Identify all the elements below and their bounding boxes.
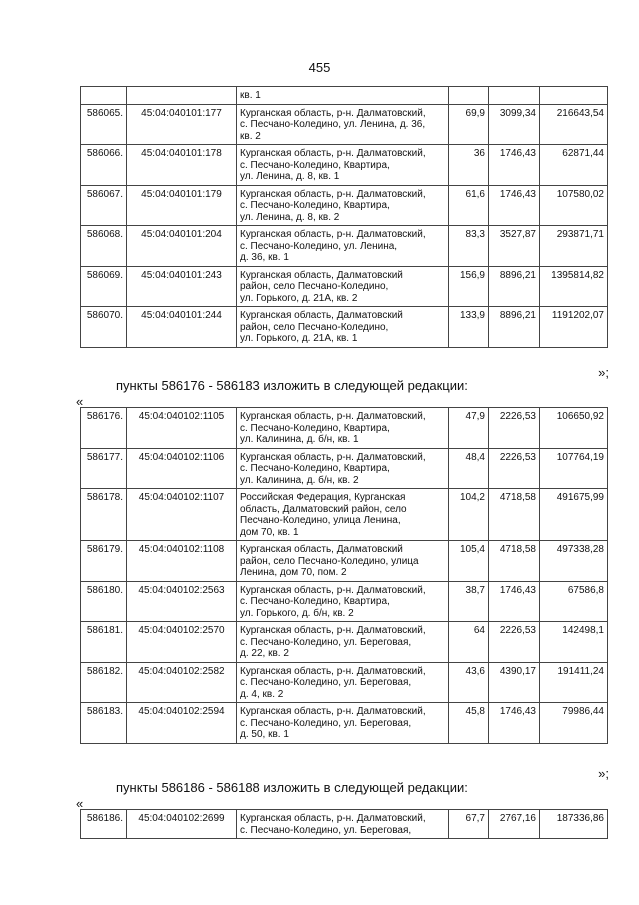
cadastral-value-cell: 79986,44 [540, 703, 608, 744]
opening-quote-1: « [76, 394, 84, 409]
area-cell: 83,3 [449, 226, 489, 267]
address-line: Российская Федерация, Курганская [240, 492, 406, 503]
item-number-cell: 586179. [81, 541, 127, 582]
rate-cell: 2226,53 [489, 622, 540, 663]
address-line: кв. 2 [240, 130, 261, 142]
address-line: район, село Песчано-Коледино, [240, 321, 389, 333]
address-cell [237, 87, 449, 105]
rate-cell [489, 87, 540, 105]
address-line: Ленина, дом 70, пом. 2 [240, 567, 347, 578]
address-line: с. Песчано-Коледино, ул. Береговая, [240, 677, 412, 688]
item-number-cell: 586066. [81, 145, 127, 186]
address-line: ул. Ленина, д. 8, кв. 2 [240, 211, 340, 223]
rate-cell: 3099,34 [489, 104, 540, 145]
item-number-cell: 586065. [81, 104, 127, 145]
address-line: ул. Калинина, д. б/н, кв. 2 [240, 474, 359, 486]
table-row [81, 489, 608, 541]
rate-cell: 2226,53 [489, 448, 540, 489]
area-cell: 61,6 [449, 185, 489, 226]
address-line: с. Песчано-Коледино, ул. Береговая, [240, 717, 412, 729]
address-cell [237, 185, 449, 226]
cadastral-number-cell: 45:04:040102:2699 [127, 810, 237, 839]
cadastral-number-cell: 45:04:040101:179 [127, 185, 237, 226]
area-cell: 38,7 [449, 581, 489, 622]
rate-cell: 1746,43 [489, 703, 540, 744]
address-cell [237, 810, 449, 839]
area-cell: 133,9 [449, 307, 489, 348]
address-line: д. 4, кв. 2 [240, 688, 284, 700]
item-number-cell: 586176. [81, 408, 127, 449]
table-row [81, 266, 608, 307]
item-number-cell [81, 87, 127, 105]
address-line: ул. Горького, д. 21А, кв. 1 [240, 333, 358, 344]
page-number: 455 [308, 60, 331, 75]
item-number-cell: 586177. [81, 448, 127, 489]
closing-quote-2: »; [598, 766, 609, 781]
item-number-cell: 586070. [81, 307, 127, 348]
table-row [81, 408, 608, 449]
rate-cell: 2226,53 [489, 408, 540, 449]
address-line: Курганская область, Далматовский [240, 544, 403, 555]
area-cell: 64 [449, 622, 489, 663]
area-cell: 36 [449, 145, 489, 186]
address-line: Курганская область, р-н. Далматовский, [240, 706, 426, 717]
area-cell: 69,9 [449, 104, 489, 145]
rate-cell: 3527,87 [489, 226, 540, 267]
cadastral-value-cell: 497338,28 [540, 541, 608, 582]
address-line: Курганская область, р-н. Далматовский, [240, 411, 426, 422]
address-line: кв. 1 [240, 90, 261, 101]
address-cell [237, 145, 449, 186]
item-number-cell: 586186. [81, 810, 127, 839]
address-line: Курганская область, р-н. Далматовский, [240, 188, 426, 200]
address-line: Курганская область, р-н. Далматовский, [240, 107, 426, 119]
address-line: Курганская область, Далматовский [240, 269, 403, 281]
table-row [81, 622, 608, 663]
address-line: Курганская область, р-н. Далматовский, [240, 813, 426, 824]
address-cell [237, 226, 449, 267]
item-number-cell: 586181. [81, 622, 127, 663]
rate-cell: 4718,58 [489, 489, 540, 541]
address-line: район, село Песчано-Коледино, улица [240, 555, 419, 567]
area-cell: 48,4 [449, 448, 489, 489]
cadastral-number-cell: 45:04:040102:2563 [127, 581, 237, 622]
cadastral-number-cell: 45:04:040102:1108 [127, 541, 237, 582]
rate-cell: 1746,43 [489, 581, 540, 622]
address-line: ул. Горького, д. 21А, кв. 2 [240, 292, 358, 304]
cadastral-number-cell: 45:04:040102:1107 [127, 489, 237, 541]
cadastral-value-cell: 216643,54 [540, 104, 608, 145]
cadastral-number-cell: 45:04:040102:1106 [127, 448, 237, 489]
address-cell [237, 104, 449, 145]
cadastral-value-cell: 293871,71 [540, 226, 608, 267]
cadastral-value-cell: 491675,99 [540, 489, 608, 541]
item-number-cell: 586068. [81, 226, 127, 267]
property-table-1 [80, 86, 608, 348]
cadastral-value-cell: 1191202,07 [540, 307, 608, 348]
address-line: с. Песчано-Коледино, ул. Ленина, [240, 240, 398, 252]
address-line: с. Песчано-Коледино, Квартира, [240, 463, 390, 474]
address-cell [237, 489, 449, 541]
area-cell: 104,2 [449, 489, 489, 541]
address-line: д. 36, кв. 1 [240, 252, 289, 263]
address-cell [237, 622, 449, 663]
item-number-cell: 586183. [81, 703, 127, 744]
item-number-cell: 586178. [81, 489, 127, 541]
table-row [81, 541, 608, 582]
table-row [81, 662, 608, 703]
area-cell: 47,9 [449, 408, 489, 449]
cadastral-number-cell: 45:04:040101:178 [127, 145, 237, 186]
item-number-cell: 586067. [81, 185, 127, 226]
cadastral-value-cell [540, 87, 608, 105]
address-line: Курганская область, р-н. Далматовский, [240, 148, 426, 159]
address-line: Курганская область, Далматовский [240, 310, 403, 321]
address-line: дом 70, кв. 1 [240, 526, 299, 538]
cadastral-number-cell [127, 87, 237, 105]
item-number-cell: 586180. [81, 581, 127, 622]
address-line: с. Песчано-Коледино, Квартира, [240, 596, 390, 607]
table-row [81, 185, 608, 226]
area-cell: 45,8 [449, 703, 489, 744]
address-line: Курганская область, р-н. Далматовский, [240, 625, 426, 636]
area-cell: 43,6 [449, 662, 489, 703]
cadastral-value-cell: 67586,8 [540, 581, 608, 622]
cadastral-value-cell: 142498,1 [540, 622, 608, 663]
cadastral-value-cell: 62871,44 [540, 145, 608, 186]
rate-cell: 1746,43 [489, 145, 540, 186]
address-cell [237, 662, 449, 703]
rate-cell: 8896,21 [489, 307, 540, 348]
property-table-2 [80, 407, 608, 744]
instruction-text-1: пункты 586176 - 586183 изложить в следующей редакции: [116, 378, 468, 393]
rate-cell: 8896,21 [489, 266, 540, 307]
area-cell: 156,9 [449, 266, 489, 307]
address-line: Курганская область, р-н. Далматовский, [240, 451, 426, 463]
address-line: Курганская область, р-н. Далматовский, [240, 665, 426, 677]
cadastral-value-cell: 107580,02 [540, 185, 608, 226]
closing-quote-1: »; [598, 365, 609, 380]
cadastral-number-cell: 45:04:040102:2570 [127, 622, 237, 663]
rate-cell: 4390,17 [489, 662, 540, 703]
address-line: ул. Калинина, д. б/н, кв. 1 [240, 434, 359, 445]
table-row [81, 581, 608, 622]
table-row [81, 703, 608, 744]
area-cell: 67,7 [449, 810, 489, 839]
cadastral-value-cell: 106650,92 [540, 408, 608, 449]
address-cell [237, 307, 449, 348]
address-line: область, Далматовский район, село [240, 503, 407, 515]
cadastral-number-cell: 45:04:040101:204 [127, 226, 237, 267]
address-line: с. Песчано-Коледино, Квартира, [240, 159, 390, 171]
address-cell [237, 581, 449, 622]
address-line: ул. Горького, д. б/н, кв. 2 [240, 607, 354, 619]
cadastral-number-cell: 45:04:040101:177 [127, 104, 237, 145]
address-line: с. Песчано-Коледино, Квартира, [240, 200, 390, 211]
cadastral-value-cell: 1395814,82 [540, 266, 608, 307]
item-number-cell: 586069. [81, 266, 127, 307]
address-line: с. Песчано-Коледино, ул. Береговая, [240, 824, 412, 836]
address-cell [237, 448, 449, 489]
address-line: ул. Ленина, д. 8, кв. 1 [240, 171, 340, 182]
address-line: с. Песчано-Коледино, ул. Ленина, д. 36, [240, 119, 426, 130]
rate-cell: 1746,43 [489, 185, 540, 226]
cadastral-number-cell: 45:04:040102:1105 [127, 408, 237, 449]
rate-cell: 4718,58 [489, 541, 540, 582]
address-cell [237, 541, 449, 582]
instruction-text-2: пункты 586186 - 586188 изложить в следующей редакции: [116, 780, 468, 795]
address-cell [237, 408, 449, 449]
cadastral-value-cell: 191411,24 [540, 662, 608, 703]
table-row [81, 810, 608, 839]
cadastral-number-cell: 45:04:040101:244 [127, 307, 237, 348]
area-cell [449, 87, 489, 105]
cadastral-number-cell: 45:04:040101:243 [127, 266, 237, 307]
cadastral-number-cell: 45:04:040102:2594 [127, 703, 237, 744]
address-line: с. Песчано-Коледино, ул. Береговая, [240, 636, 412, 648]
address-line: д. 22, кв. 2 [240, 648, 289, 659]
address-line: Курганская область, р-н. Далматовский, [240, 229, 426, 240]
table-row [81, 448, 608, 489]
table-row [81, 226, 608, 267]
table-row [81, 145, 608, 186]
table-row [81, 87, 608, 105]
address-line: Курганская область, р-н. Далматовский, [240, 584, 426, 596]
area-cell: 105,4 [449, 541, 489, 582]
address-cell [237, 703, 449, 744]
item-number-cell: 586182. [81, 662, 127, 703]
cadastral-value-cell: 107764,19 [540, 448, 608, 489]
address-line: с. Песчано-Коледино, Квартира, [240, 422, 390, 434]
property-table-3 [80, 809, 608, 839]
table-row [81, 104, 608, 145]
table-row [81, 307, 608, 348]
cadastral-value-cell: 187336,86 [540, 810, 608, 839]
address-line: Песчано-Коледино, улица Ленина, [240, 515, 401, 526]
opening-quote-2: « [76, 796, 84, 811]
address-line: район, село Песчано-Коледино, [240, 281, 389, 292]
address-line: д. 50, кв. 1 [240, 729, 289, 740]
cadastral-number-cell: 45:04:040102:2582 [127, 662, 237, 703]
rate-cell: 2767,16 [489, 810, 540, 839]
address-cell [237, 266, 449, 307]
